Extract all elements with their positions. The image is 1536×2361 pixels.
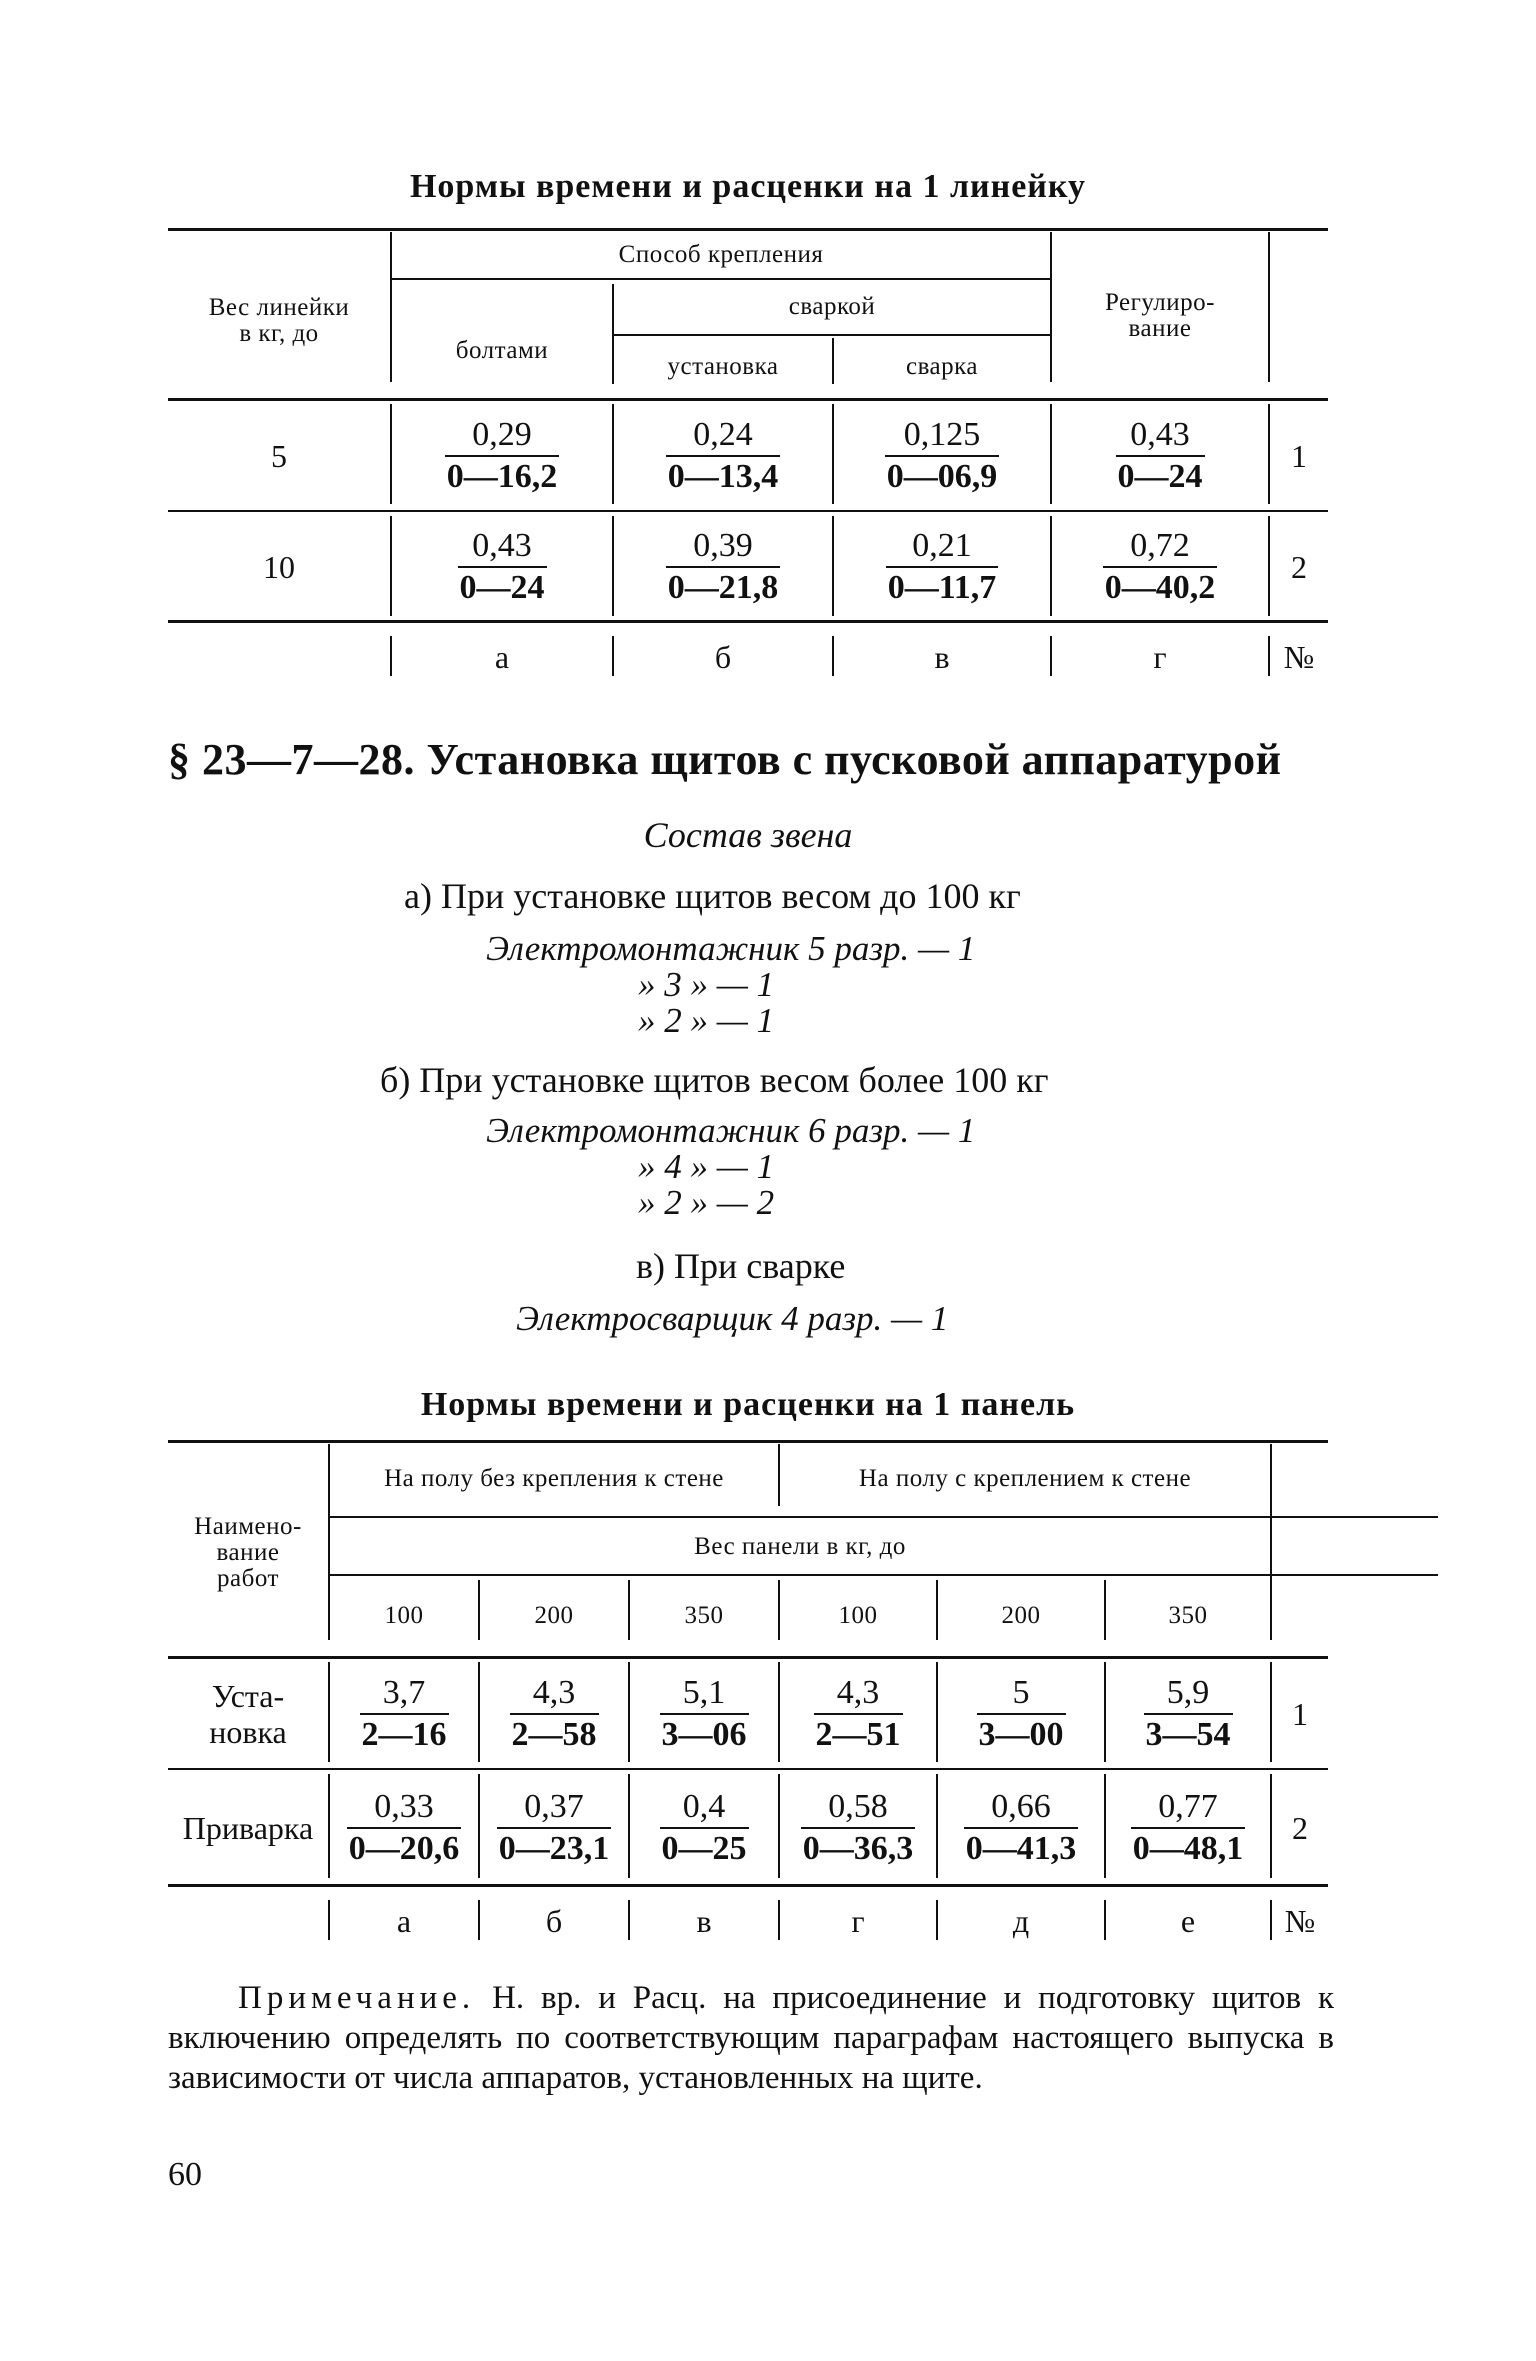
t2-row1-c1: $\frac{3,7}{2—16}$ [361, 1674, 447, 1753]
crew-a-line-1: Электромонтажник 5 разр. — 1 [486, 929, 976, 968]
note [168, 1978, 1334, 2098]
t1-header-regulation: Регулиро-вание [1104, 289, 1215, 342]
t1-row1-bolts: $\frac{0,29}{0—16,2}$ [446, 416, 558, 495]
t1-row1-install: $\frac{0,24}{0—13,4}$ [667, 416, 779, 495]
t2-weight-1: 100 [384, 1602, 424, 1629]
crew-b-line-3: » 2 » — 2 [638, 1183, 775, 1222]
section-heading: § 23—7—28. Установка щитов с пусковой аппаратурой [168, 735, 1282, 784]
t2-weight-6: 350 [1168, 1602, 1208, 1629]
t2-footer-no: № [1284, 1902, 1316, 1939]
t1-row2-install: $\frac{0,39}{0—21,8}$ [667, 527, 779, 606]
crew-a-heading: а) При установке щитов весом до 100 кг [404, 876, 1021, 916]
t1-row2-number: 2 [1291, 548, 1307, 585]
t2-weight-5: 200 [1001, 1602, 1041, 1629]
table1-title: Нормы времени и расценки на 1 линейку [409, 168, 1086, 205]
t2-row1-c2: $\frac{4,3}{2—58}$ [511, 1674, 597, 1753]
t1-header-weld: сварка [905, 353, 979, 380]
t2-header-floor-no-wall: На полу без крепления к стене [384, 1465, 724, 1492]
t2-row1-c5: $\frac{5}{3—00}$ [978, 1674, 1064, 1753]
t2-row2-c3: $\frac{0,4}{0—25}$ [661, 1788, 747, 1867]
note-label: Примечание. [238, 1980, 476, 2016]
t2-footer-b: б [545, 1902, 563, 1939]
t1-row1-regulation: $\frac{0,43}{0—24}$ [1117, 416, 1203, 495]
t2-row1-number: 1 [1292, 1695, 1308, 1732]
t1-footer-b: б [714, 638, 732, 675]
t2-row2-name: Приварка [182, 1810, 314, 1846]
table2-title: Нормы времени и расценки на 1 панель [420, 1386, 1076, 1423]
t2-row1-c6: $\frac{5,9}{3—54}$ [1145, 1674, 1231, 1753]
crew-b-heading: б) При установке щитов весом более 100 кг [380, 1060, 1049, 1100]
crew-b-line-1: Электромонтажник 6 разр. — 1 [486, 1111, 976, 1150]
crew-b-line-2: » 4 » — 1 [638, 1147, 775, 1186]
t1-header-weight: Вес линейки в кг, до [208, 294, 350, 347]
table2 [168, 1438, 1328, 1948]
t2-row1-name: Уста-новка [209, 1678, 287, 1750]
t2-header-work: Наимено-вание работ [194, 1513, 302, 1592]
t2-row1-c3: $\frac{5,1}{3—06}$ [661, 1674, 747, 1753]
crew-c-heading: в) При сварке [636, 1246, 846, 1286]
t2-header-panel-weight: Вес панели в кг, до [694, 1533, 906, 1560]
crew-c-line: Электросварщик 4 разр. — 1 [516, 1299, 949, 1338]
t1-header-welding: сваркой [788, 293, 876, 320]
t2-footer-e: е [1180, 1902, 1196, 1939]
note-text: Н. вр. и Расц. на присоединение и подготовку щитов к включению определять по соответствующим параграфам настоящего выпуска в зависимости от числа аппаратов, установленных на щите. [168, 1980, 1334, 2096]
t1-footer-no: № [1283, 638, 1315, 675]
t2-weight-3: 350 [684, 1602, 724, 1629]
t2-row2-c2: $\frac{0,37}{0—23,1}$ [498, 1788, 610, 1867]
t2-row2-number: 2 [1292, 1809, 1308, 1846]
t1-row1-weld: $\frac{0,125}{0—06,9}$ [886, 416, 998, 495]
t1-footer-v: в [934, 638, 950, 675]
t2-row2-c4: $\frac{0,58}{0—36,3}$ [802, 1788, 914, 1867]
t1-footer-g: г [1153, 638, 1167, 675]
t1-row1-number: 1 [1291, 437, 1307, 474]
t2-footer-d: д [1012, 1902, 1030, 1939]
t2-header-floor-wall: На полу с креплением к стене [858, 1465, 1192, 1492]
t1-row2-regulation: $\frac{0,72}{0—40,2}$ [1104, 527, 1216, 606]
page-number: 60 [168, 2156, 202, 2193]
t1-row2-weight: 10 [263, 548, 295, 585]
t2-row2-c5: $\frac{0,66}{0—41,3}$ [965, 1788, 1077, 1867]
t2-weight-2: 200 [534, 1602, 574, 1629]
table1 [168, 226, 1328, 706]
t1-header-install: установка [667, 353, 779, 380]
t1-header-bolts: болтами [455, 337, 549, 364]
t2-row1-c4: $\frac{4,3}{2—51}$ [815, 1674, 901, 1753]
t2-footer-v: в [696, 1902, 712, 1939]
crew-title: Состав звена [643, 815, 853, 855]
t1-row2-weld: $\frac{0,21}{0—11,7}$ [887, 527, 997, 606]
t2-footer-a: а [396, 1902, 412, 1939]
crew-a-line-3: » 2 » — 1 [638, 1001, 775, 1040]
t1-row2-bolts: $\frac{0,43}{0—24}$ [459, 527, 545, 606]
t2-row2-c6: $\frac{0,77}{0—48,1}$ [1132, 1788, 1244, 1867]
t2-row2-c1: $\frac{0,33}{0—20,6}$ [348, 1788, 460, 1867]
t1-footer-a: а [494, 638, 510, 675]
crew-a-line-2: » 3 » — 1 [638, 965, 775, 1004]
t2-weight-4: 100 [838, 1602, 878, 1629]
t1-header-method: Способ крепления [618, 241, 824, 268]
t2-footer-g: г [851, 1902, 865, 1939]
t1-row1-weight: 5 [271, 437, 287, 474]
